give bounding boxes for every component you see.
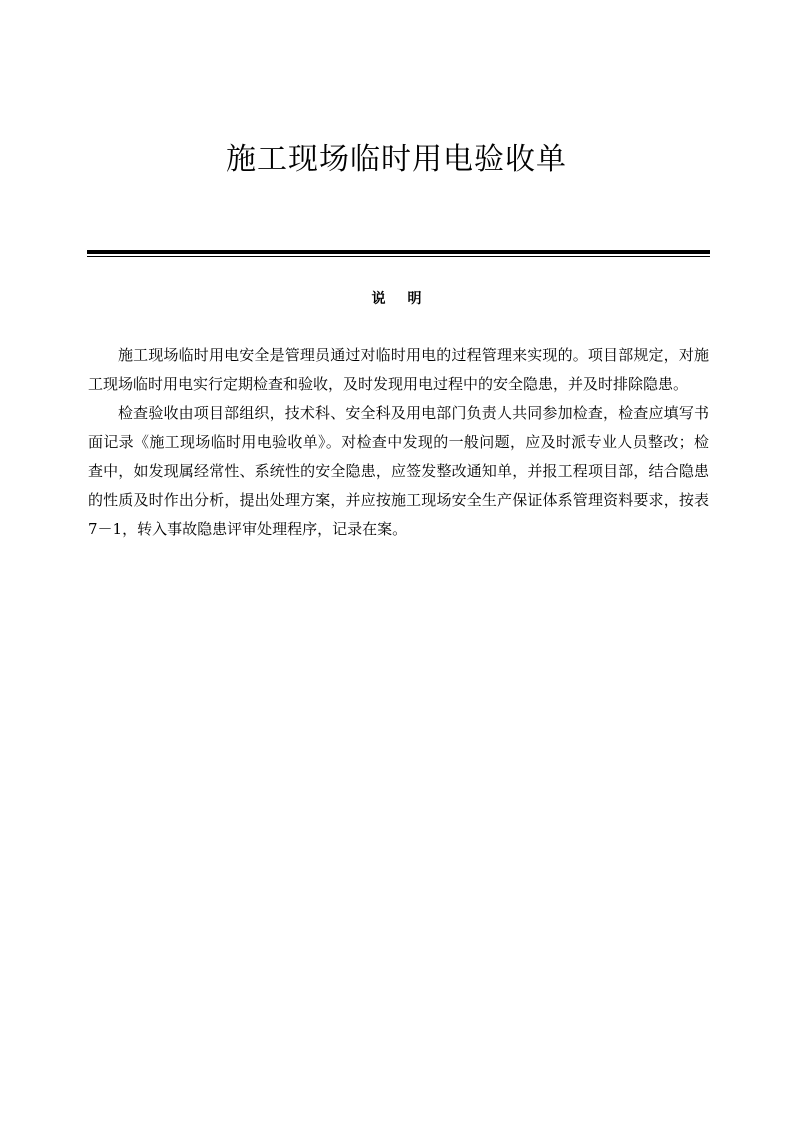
- paragraph: 检查验收由项目部组织，技术科、安全科及用电部门负责人共同参加检查，检查应填写书面记录《施工现场临时用电验收单》。对检查中发现的一般问题，应及时派专业人员整改；检查中，如发现属经常性、系统性的安全隐患，应签发整改通知单，并报工程项目部，结合隐患的性质及时作出分析，提出处理方案，并应按施工现场安全生产保证体系管理资料要求，按表 7－1，转入事故隐患评审处理程序，记录在案。: [88, 404, 709, 538]
- divider-thick-line: [87, 250, 710, 254]
- paragraph: 施工现场临时用电安全是管理员通过对临时用电的过程管理来实现的。项目部规定，对施工现场临时用电实行定期检查和验收，及时发现用电过程中的安全隐患，并及时排除隐患。: [88, 346, 709, 393]
- divider-thin-line: [87, 256, 710, 257]
- page-title: 施工现场临时用电验收单: [226, 142, 567, 177]
- body-text: [88, 341, 709, 544]
- title-divider: [87, 250, 710, 257]
- section-heading: 说明: [371, 291, 444, 307]
